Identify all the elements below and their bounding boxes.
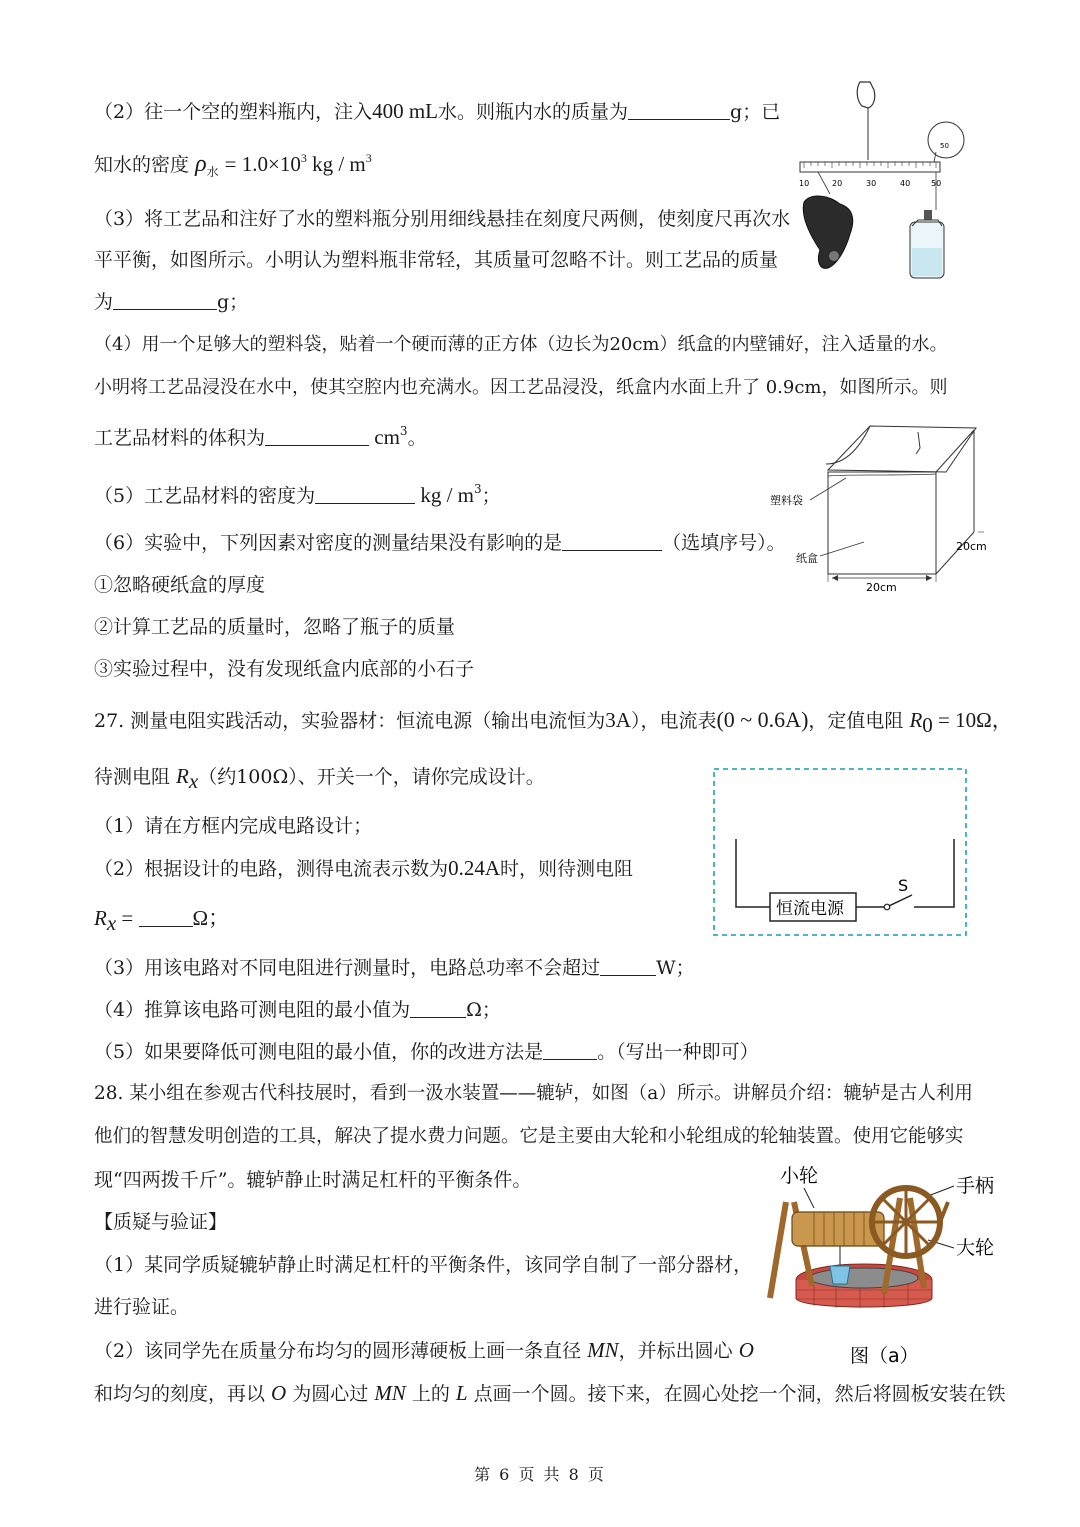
bottom-dimension: 20cm [866,581,897,594]
q28-part1-line2: 进行验证。 [94,1296,190,1318]
q26-part2-line2: 知水的密度 $\rho_水 = 1.0\times 10^3$ kg / $m^3$ [94,151,372,179]
answer-blank[interactable] [562,532,662,551]
answer-blank[interactable] [410,999,466,1018]
ruler-balance-figure [790,78,970,288]
q26-part4-line2: 小明将工艺品浸没在水中，使其空腔内也充满水。因工艺品浸没，纸盒内水面上升了 0.9cm，如图所示。则 [94,377,948,398]
answer-blank[interactable] [543,1041,597,1060]
ruler [800,162,940,172]
q26-part5: （5）工艺品材料的密度为 kg / $m^3$； [94,482,501,507]
plastic-bag-label: 塑料袋 [770,494,803,507]
q26-part3-line1: （3）将工艺品和注好了水的塑料瓶分别用细线悬挂在刻度尺两侧，使刻度尺再次水 [94,208,791,230]
box-front [828,472,936,574]
ruler-tick-30: 30 [866,179,877,188]
answer-blank[interactable] [628,101,730,120]
q27-part2-line1: （2）根据设计的电路，测得电流表示数为0.24A时，则待测电阻 [94,856,634,880]
q28-part2-line2: 和均匀的刻度，再以 O 为圆心过 MN 上的 L 点画一个圆。接下来，在圆心处挖一个洞，然后将圆板安装在铁 [94,1381,1006,1405]
q26-option-2: ②计算工艺品的质量时，忽略了瓶子的质量 [94,616,456,638]
q27-part3: （3）用该电路对不同电阻进行测量时，电路总功率不会超过 W； [94,957,695,979]
answer-blank[interactable] [600,957,656,976]
q28-line1: 28. 某小组在参观古代科技展时，看到一汲水装置——辘轳，如图（a）所示。讲解员介绍：辘轳是古人利用 [94,1083,973,1104]
paper-box-label: 纸盒 [796,552,818,565]
ruler-tick-20: 20 [832,179,843,188]
switch-s [889,895,912,906]
windlass-figure [764,1162,1000,1374]
switch-label: S [898,876,909,895]
q27-part4: （4）推算该电路可测电阻的最小值为 Ω； [94,999,501,1021]
craft-object [803,196,853,268]
magnifier-bubble [928,122,964,158]
q26-part3-line2: 平平衡，如图所示。小明认为塑料瓶非常轻，其质量可忽略不计。则工艺品的质量 [94,249,779,271]
water-density-symbol: $\rho_水$ [195,151,219,179]
water-density-value: = $1.0\times 10^3$ kg / $m^3$ [224,151,372,176]
bucket [830,1266,850,1284]
ruler-tick-10: 10 [799,179,810,188]
q27-part1: （1）请在方框内完成电路设计； [94,815,373,837]
hand-icon [857,82,875,108]
q28-part2-line1: （2）该同学先在质量分布均匀的圆形薄硬板上画一条直径 MN，并标出圆心 O [94,1338,754,1362]
big-wheel-label: 大轮 [956,1237,995,1259]
answer-blank[interactable] [265,427,369,446]
q27-line1: 27. 测量电阻实践活动，实验器材：恒流电源（输出电流恒为3A），电流表(0 ~ 0.6A)，定值电阻 $R_0 = 10\Omega$， [94,707,1013,737]
handle-label: 手柄 [956,1175,995,1197]
paper-box-figure [770,420,1000,595]
page-footer: 第 6 页 共 8 页 [474,1465,606,1484]
small-wheel-label: 小轮 [780,1165,819,1187]
q28-line3: 现“四两拨千斤”。辘轳静止时满足杠杆的平衡条件。 [94,1169,532,1191]
q27-part2-line2: $R_x = \Omega$； [94,906,230,935]
q27-part5: （5）如果要降低可测电阻的最小值，你的改进方法是 。（写出一种即可） [94,1041,759,1063]
figure-caption: 图（a） [850,1345,919,1367]
q28-line2: 他们的智慧发明创造的工具，解决了提水费力问题。它是主要由大轮和小轮组成的轮轴装置。使用它能够实 [94,1126,964,1147]
ruler-tick-40: 40 [900,179,911,188]
answer-blank[interactable] [139,908,193,927]
side-dimension: 20cm [956,540,987,553]
answer-blank[interactable] [315,485,415,504]
q26-part2-line1: （2）往一个空的塑料瓶内，注入400 mL水。则瓶内水的质量为 g；已 [94,99,781,123]
q26-part3-line3: 为 g； [94,291,249,313]
q26-part6: （6）实验中，下列因素对密度的测量结果没有影响的是 （选填序号）。 [94,532,786,554]
bubble-label: 50 [940,142,949,150]
ruler-tick-50: 50 [931,179,942,188]
q27-line2: 待测电阻 $R_x$（约100Ω）、开关一个，请你完成设计。 [94,764,545,793]
q26-option-1: ①忽略硬纸盒的厚度 [94,574,266,596]
circuit-design-box[interactable] [712,767,970,939]
q28-section-title: 【质疑与验证】 [94,1211,228,1233]
q26-part4-line3: 工艺品材料的体积为 $cm^3$。 [94,424,427,449]
q26-option-3: ③实验过程中，没有发现纸盒内底部的小石子 [94,658,475,680]
q28-part1-line1: （1）某同学质疑辘轳静止时满足杠杆的平衡条件，该同学自制了一部分器材， [94,1254,753,1276]
answer-blank[interactable] [113,291,217,310]
q26-part4-line1: （4）用一个足够大的塑料袋，贴着一个硬而薄的正方体（边长为20cm）纸盒的内壁铺好，注入适量的水。 [94,334,948,355]
source-label: 恒流电源 [776,899,844,919]
